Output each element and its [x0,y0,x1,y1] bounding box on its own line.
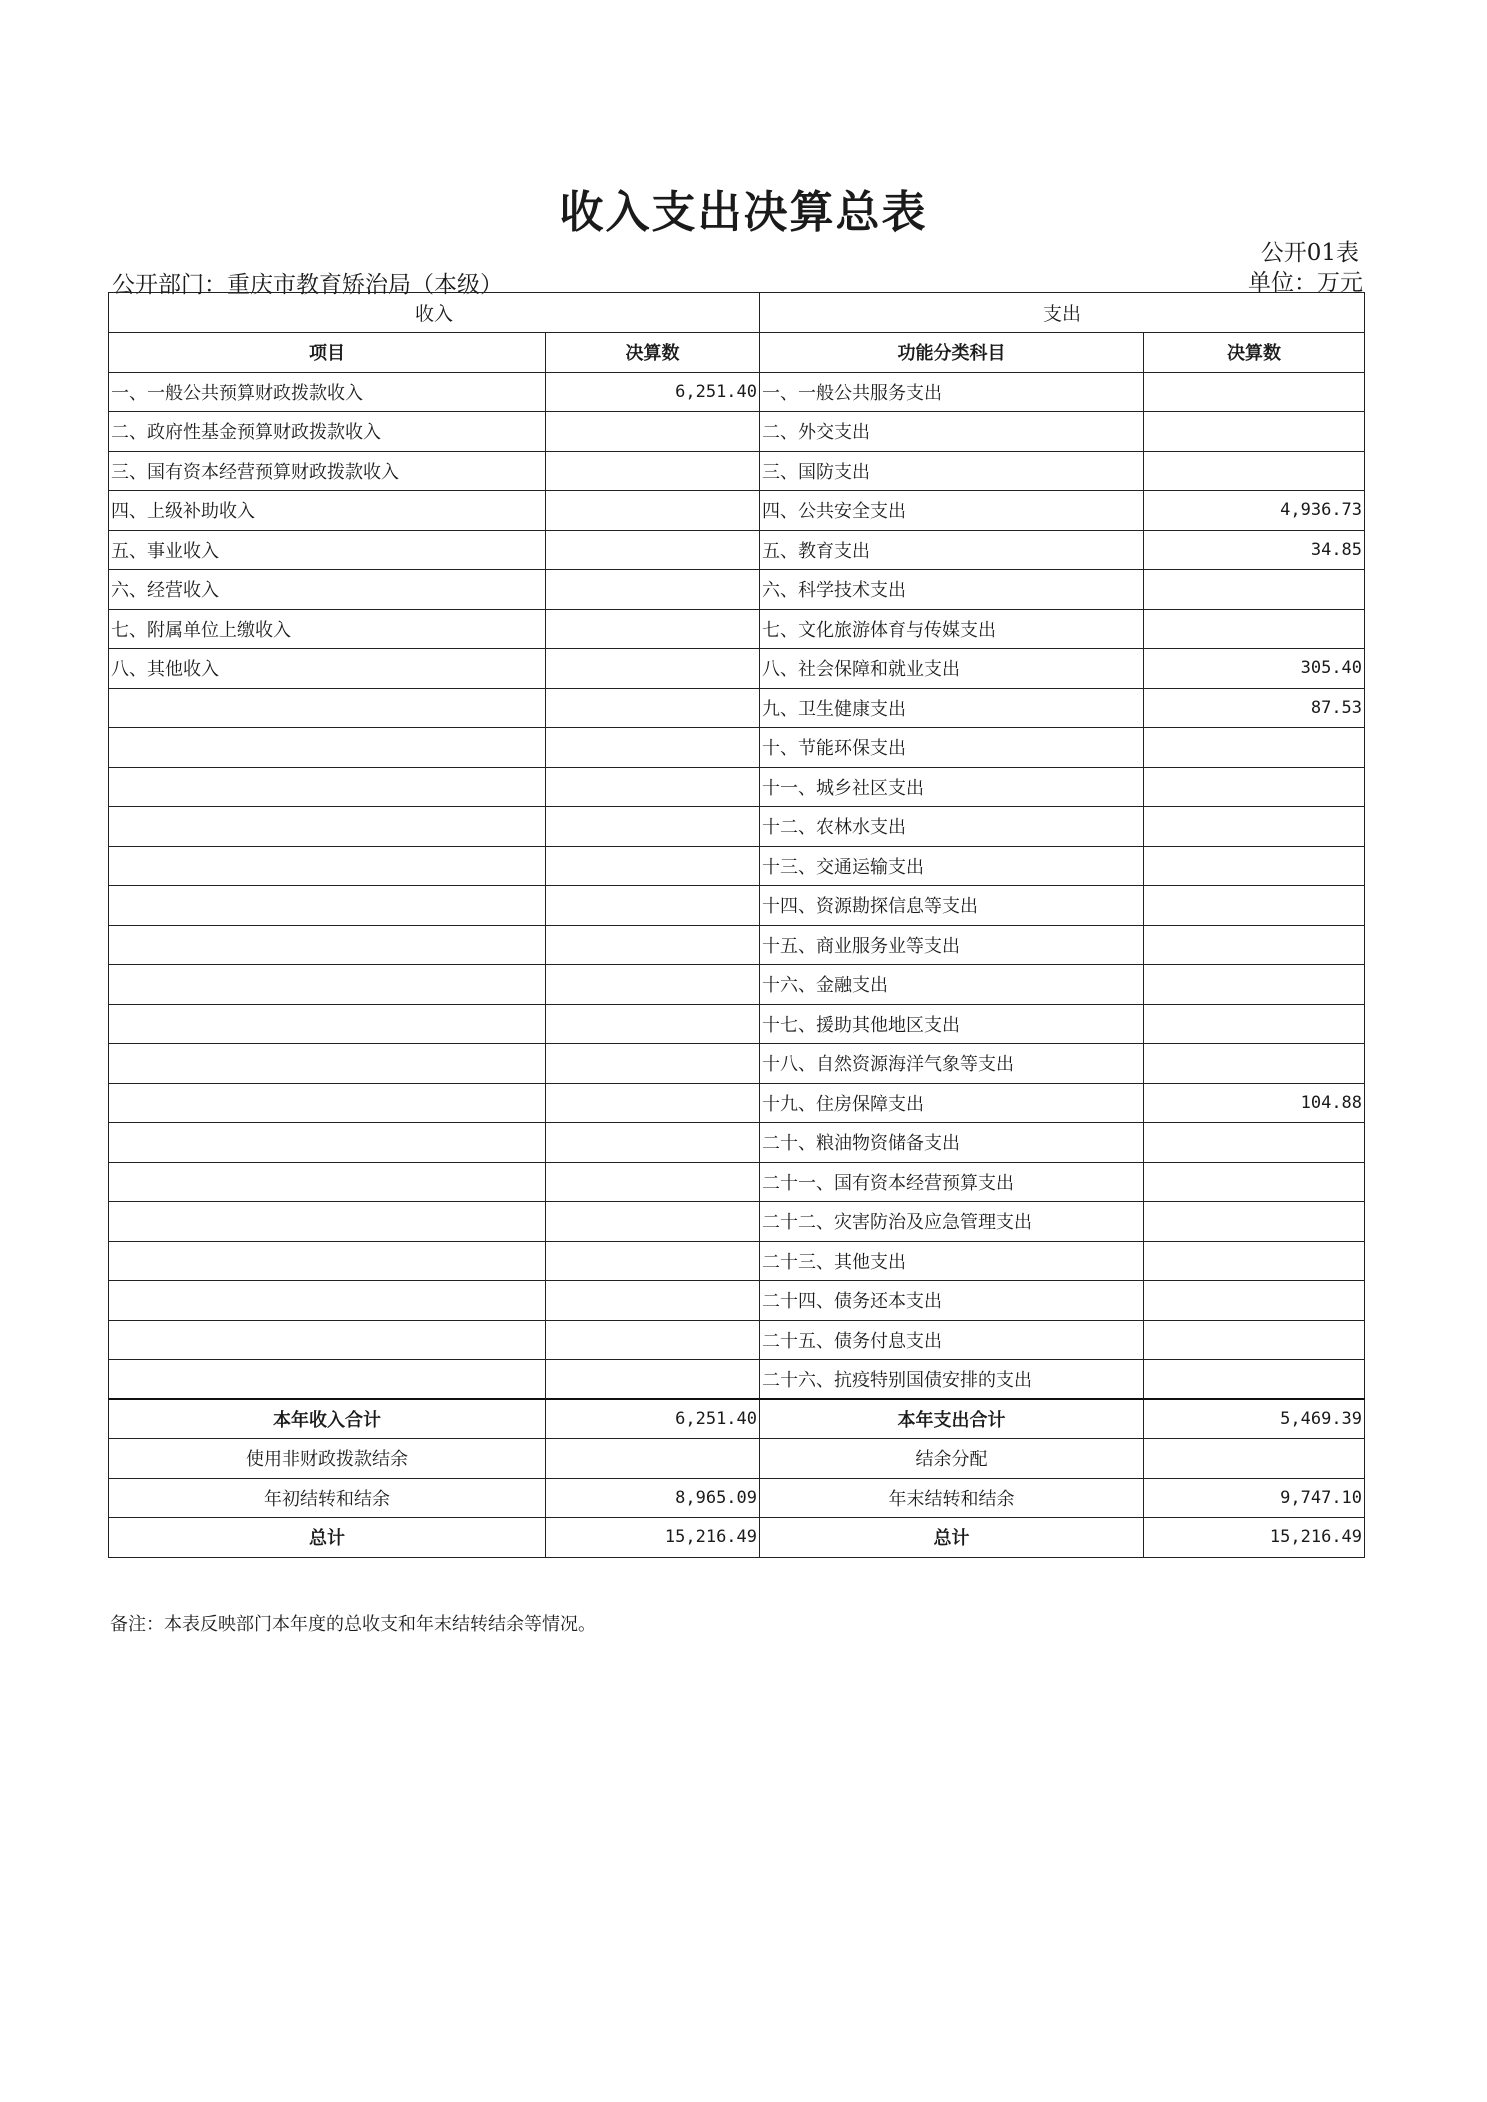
expense-amount-cell [1144,925,1365,965]
summary-income-amount: 15,216.49 [546,1518,760,1558]
table-row [109,846,1365,886]
summary-expense-amount [1144,1439,1365,1479]
income-amount-cell [546,767,760,807]
income-amount-cell [546,1320,760,1360]
summary-expense-label: 总计 [760,1518,1144,1558]
income-item-cell [109,807,546,847]
income-item-cell [109,1162,546,1202]
budget-summary-table [108,292,1365,1558]
income-item-cell: 五、事业收入 [109,530,546,570]
income-amount-cell [546,1044,760,1084]
expense-amount-cell [1144,1202,1365,1242]
summary-expense-amount: 9,747.10 [1144,1478,1365,1518]
expense-amount-cell [1144,372,1365,412]
income-item-cell: 三、国有资本经营预算财政拨款收入 [109,451,546,491]
income-item-header: 项目 [109,333,546,373]
expense-item-cell: 二十三、其他支出 [760,1241,1144,1281]
income-item-cell: 四、上级补助收入 [109,491,546,531]
table-row [109,1202,1365,1242]
income-item-cell [109,728,546,768]
income-amount-cell [546,491,760,531]
summary-row [109,1439,1365,1479]
expense-amount-cell [1144,451,1365,491]
income-amount-cell [546,1360,760,1400]
expense-amount-cell [1144,846,1365,886]
income-amount-cell: 6,251.40 [546,372,760,412]
expense-item-cell: 二十二、灾害防治及应急管理支出 [760,1202,1144,1242]
footnote: 备注：本表反映部门本年度的总收支和年末结转结余等情况。 [110,1614,596,1635]
expense-amount-cell: 305.40 [1144,649,1365,689]
summary-income-label: 本年收入合计 [109,1399,546,1439]
expense-item-cell: 十四、资源勘探信息等支出 [760,886,1144,926]
expense-amount-cell [1144,1162,1365,1202]
summary-expense-label: 本年支出合计 [760,1399,1144,1439]
income-item-cell: 七、附属单位上缴收入 [109,609,546,649]
expense-item-cell: 十六、金融支出 [760,965,1144,1005]
expense-amount-cell: 4,936.73 [1144,491,1365,531]
income-item-cell [109,1320,546,1360]
expense-item-cell: 十八、自然资源海洋气象等支出 [760,1044,1144,1084]
expense-item-cell: 二十、粮油物资储备支出 [760,1123,1144,1163]
expense-item-cell: 九、卫生健康支出 [760,688,1144,728]
table-row [109,965,1365,1005]
table-row [109,609,1365,649]
expense-amount-cell [1144,728,1365,768]
expense-amount-cell [1144,1281,1365,1321]
expense-item-cell: 二十六、抗疫特别国债安排的支出 [760,1360,1144,1400]
expense-item-cell: 四、公共安全支出 [760,491,1144,531]
expense-item-cell: 七、文化旅游体育与传媒支出 [760,609,1144,649]
expense-item-cell: 十一、城乡社区支出 [760,767,1144,807]
expense-item-cell: 二十一、国有资本经营预算支出 [760,1162,1144,1202]
income-item-cell [109,767,546,807]
income-item-cell [109,1202,546,1242]
summary-expense-amount: 5,469.39 [1144,1399,1365,1439]
expense-amount-cell [1144,767,1365,807]
income-item-cell: 二、政府性基金预算财政拨款收入 [109,412,546,452]
expense-item-cell: 十二、农林水支出 [760,807,1144,847]
income-amount-cell [546,1123,760,1163]
expense-item-cell: 二、外交支出 [760,412,1144,452]
table-row [109,1123,1365,1163]
expense-item-cell: 二十四、债务还本支出 [760,1281,1144,1321]
income-amount-header: 决算数 [546,333,760,373]
expense-item-cell: 十九、住房保障支出 [760,1083,1144,1123]
income-item-cell [109,1123,546,1163]
table-row [109,649,1365,689]
column-header-row [109,333,1365,373]
expense-amount-cell [1144,1123,1365,1163]
summary-row [109,1399,1365,1439]
income-item-cell: 八、其他收入 [109,649,546,689]
table-row [109,1320,1365,1360]
expense-amount-cell: 34.85 [1144,530,1365,570]
form-number: 公开01表 [1260,240,1359,266]
income-item-cell: 六、经营收入 [109,570,546,610]
table-row [109,1044,1365,1084]
table-row [109,412,1365,452]
income-amount-cell [546,886,760,926]
expense-item-header: 功能分类科目 [760,333,1144,373]
table-row [109,530,1365,570]
table-row [109,688,1365,728]
table-row [109,807,1365,847]
expense-item-cell: 十七、援助其他地区支出 [760,1004,1144,1044]
table-row [109,886,1365,926]
summary-income-label: 总计 [109,1518,546,1558]
income-item-cell [109,1083,546,1123]
expense-item-cell: 一、一般公共服务支出 [760,372,1144,412]
expense-item-cell: 二十五、债务付息支出 [760,1320,1144,1360]
expense-amount-cell [1144,412,1365,452]
expense-item-cell: 六、科学技术支出 [760,570,1144,610]
summary-income-amount: 6,251.40 [546,1399,760,1439]
income-amount-cell [546,451,760,491]
table-row [109,767,1365,807]
table-row [109,1004,1365,1044]
income-amount-cell [546,1281,760,1321]
income-item-cell [109,925,546,965]
table-row [109,1083,1365,1123]
income-item-cell [109,965,546,1005]
expense-amount-cell [1144,1044,1365,1084]
table-row [109,1162,1365,1202]
income-amount-cell [546,649,760,689]
summary-income-amount [546,1439,760,1479]
income-amount-cell [546,609,760,649]
expense-item-cell: 五、教育支出 [760,530,1144,570]
income-amount-cell [546,530,760,570]
income-amount-cell [546,1241,760,1281]
expense-amount-cell [1144,1004,1365,1044]
expense-amount-header: 决算数 [1144,333,1365,373]
department-label: 公开部门：重庆市教育矫治局（本级） [112,272,503,298]
income-amount-cell [546,807,760,847]
table-row [109,1281,1365,1321]
expense-amount-cell [1144,609,1365,649]
income-amount-cell [546,412,760,452]
income-item-cell [109,846,546,886]
summary-expense-label: 结余分配 [760,1439,1144,1479]
income-amount-cell [546,1202,760,1242]
income-item-cell [109,1360,546,1400]
summary-income-label: 年初结转和结余 [109,1478,546,1518]
summary-expense-label: 年末结转和结余 [760,1478,1144,1518]
table-row [109,728,1365,768]
expense-amount-cell [1144,1360,1365,1400]
income-amount-cell [546,728,760,768]
table-row [109,372,1365,412]
expense-item-cell: 三、国防支出 [760,451,1144,491]
expense-item-cell: 十、节能环保支出 [760,728,1144,768]
expense-item-cell: 十三、交通运输支出 [760,846,1144,886]
income-item-cell [109,886,546,926]
unit-label: 单位：万元 [1248,270,1363,296]
expense-amount-cell [1144,807,1365,847]
expense-section-header: 支出 [760,293,1365,333]
expense-amount-cell: 104.88 [1144,1083,1365,1123]
expense-amount-cell [1144,1320,1365,1360]
income-amount-cell [546,925,760,965]
expense-item-cell: 八、社会保障和就业支出 [760,649,1144,689]
income-amount-cell [546,570,760,610]
income-item-cell [109,1044,546,1084]
income-item-cell [109,1004,546,1044]
table-row [109,925,1365,965]
income-amount-cell [546,1162,760,1202]
income-item-cell: 一、一般公共预算财政拨款收入 [109,372,546,412]
expense-amount-cell [1144,965,1365,1005]
expense-amount-cell [1144,1241,1365,1281]
table-row [109,1360,1365,1400]
income-item-cell [109,1281,546,1321]
table-row [109,570,1365,610]
income-item-cell [109,688,546,728]
income-section-header: 收入 [109,293,760,333]
expense-item-cell: 十五、商业服务业等支出 [760,925,1144,965]
page-title: 收入支出决算总表 [559,187,928,238]
expense-amount-cell: 87.53 [1144,688,1365,728]
section-header-row [109,293,1365,333]
income-amount-cell [546,1083,760,1123]
table-row [109,491,1365,531]
summary-row [109,1518,1365,1558]
income-item-cell [109,1241,546,1281]
income-amount-cell [546,1004,760,1044]
table-row [109,1241,1365,1281]
expense-amount-cell [1144,570,1365,610]
summary-income-label: 使用非财政拨款结余 [109,1439,546,1479]
income-amount-cell [546,965,760,1005]
income-amount-cell [546,688,760,728]
summary-expense-amount: 15,216.49 [1144,1518,1365,1558]
summary-income-amount: 8,965.09 [546,1478,760,1518]
summary-row [109,1478,1365,1518]
table-row [109,451,1365,491]
income-amount-cell [546,846,760,886]
expense-amount-cell [1144,886,1365,926]
